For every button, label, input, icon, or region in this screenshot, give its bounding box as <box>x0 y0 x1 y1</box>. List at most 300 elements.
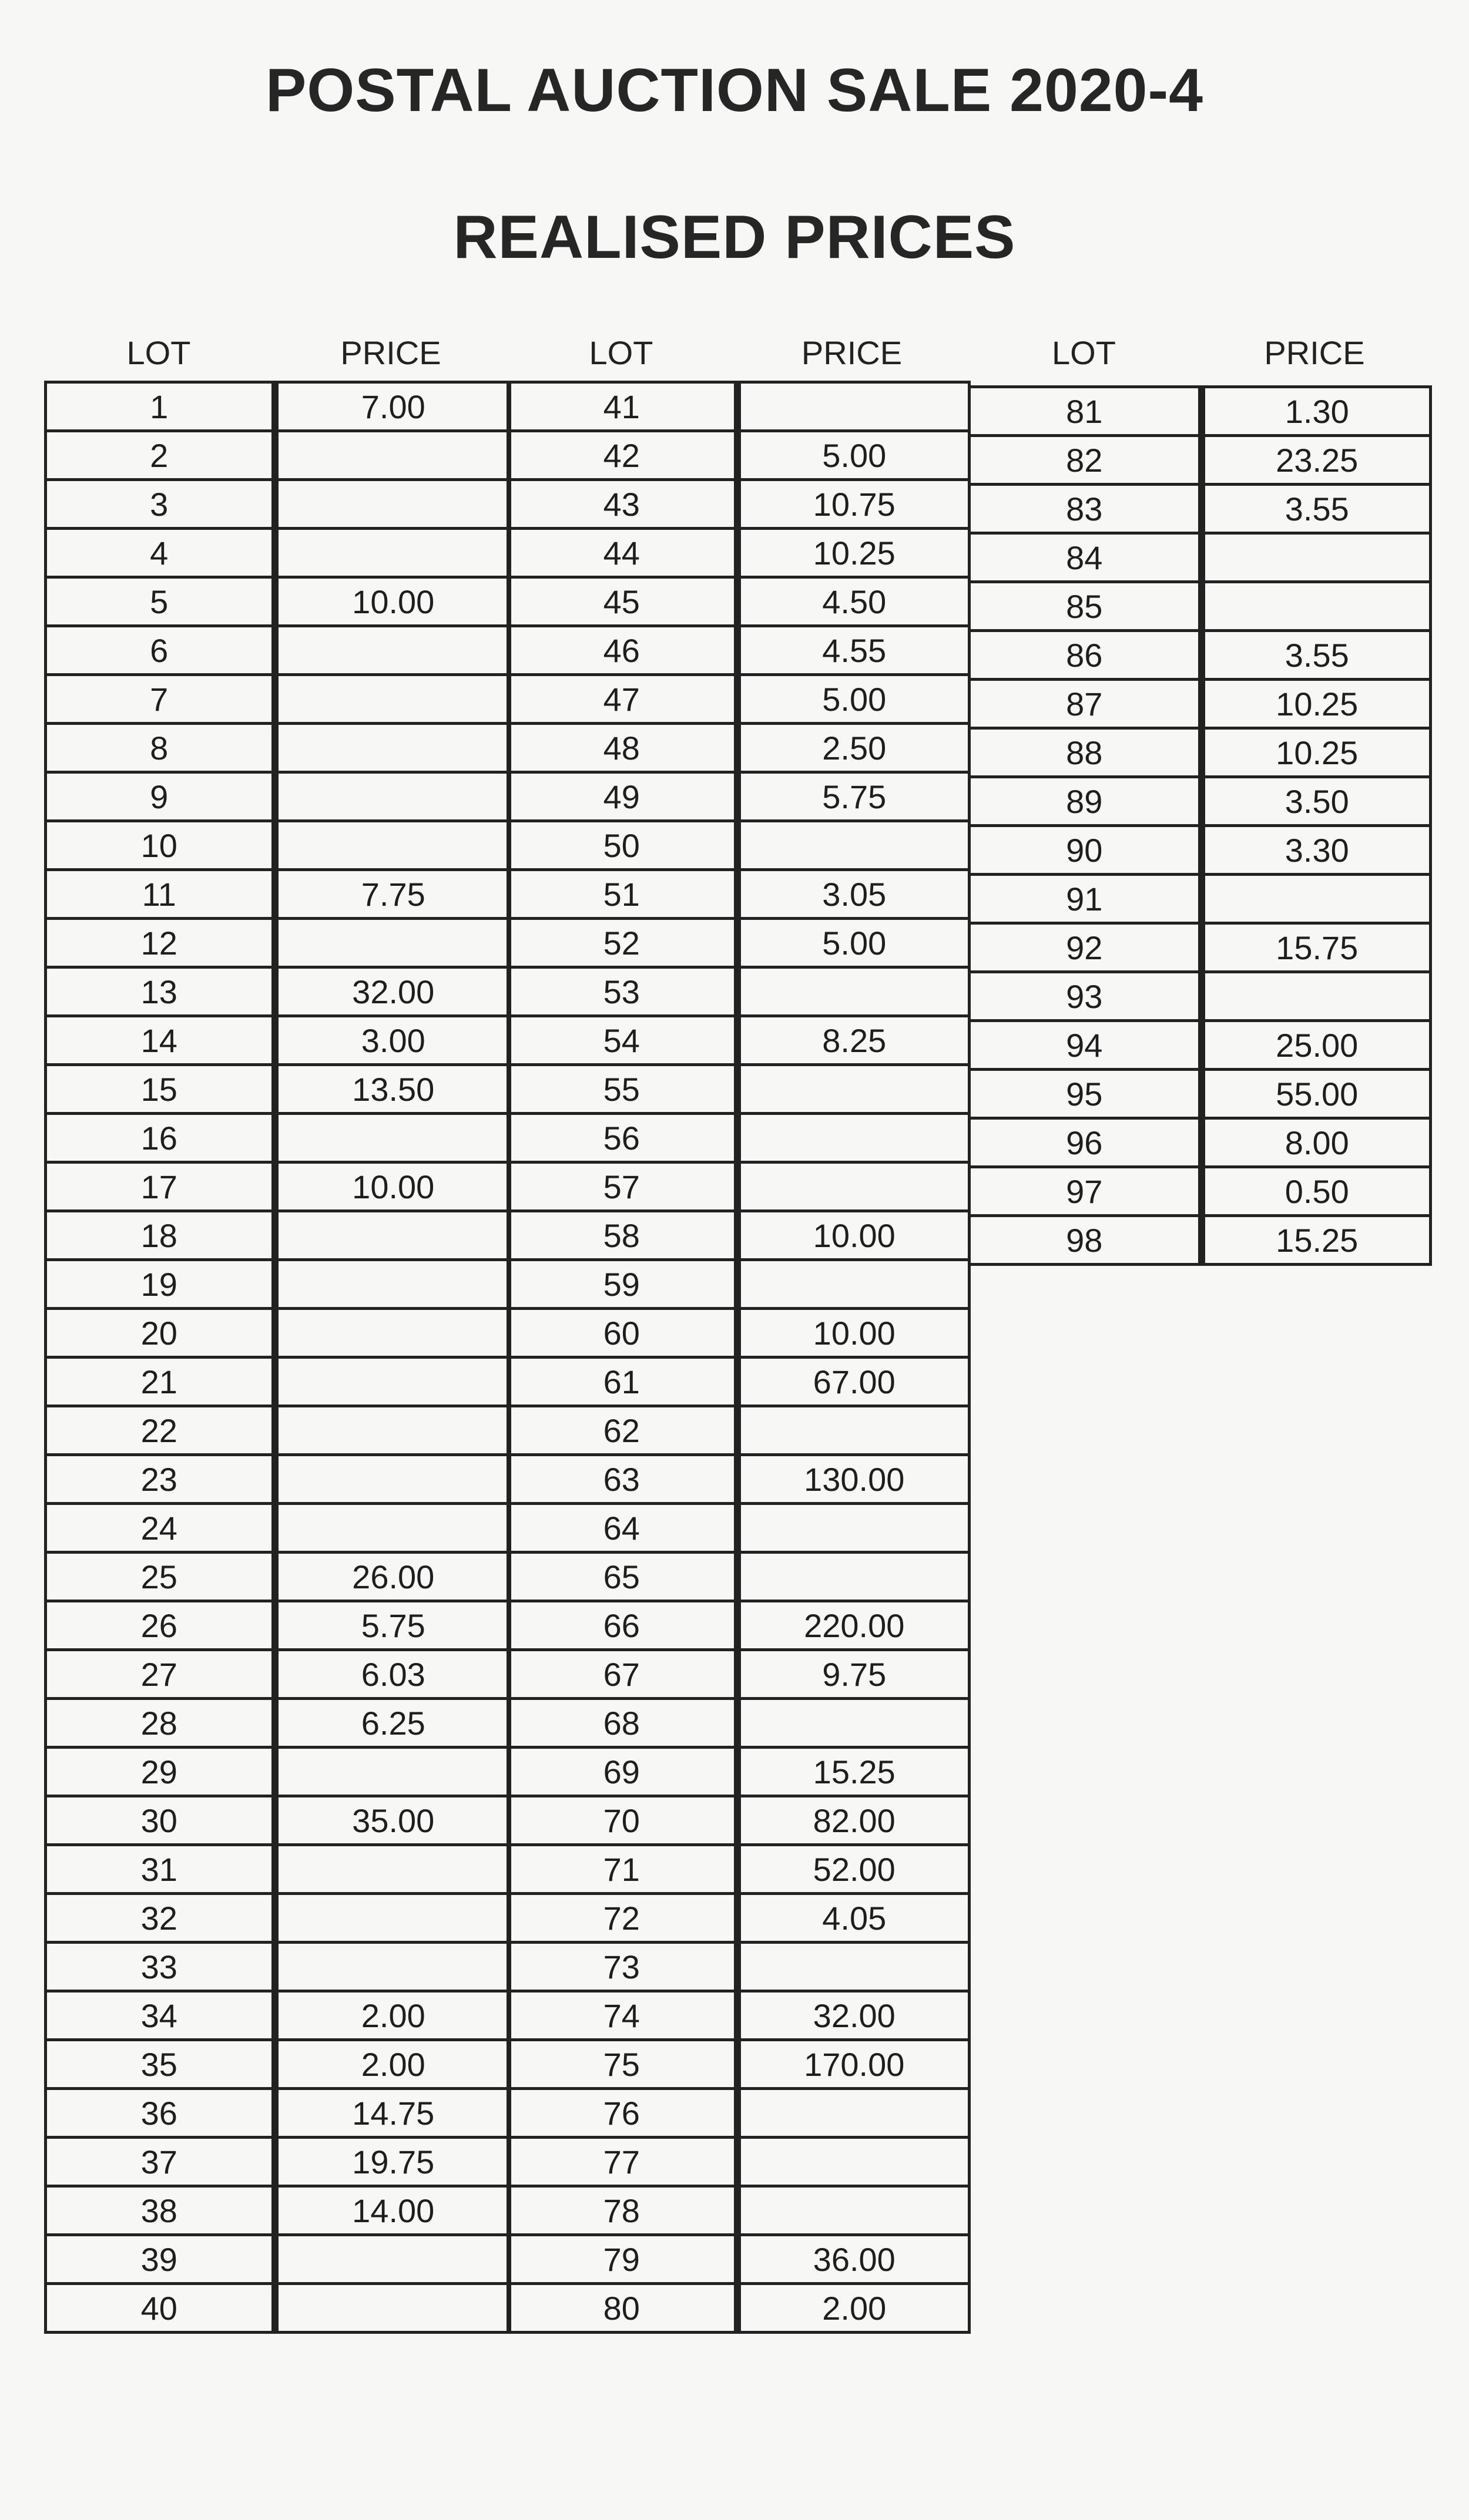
price-cell <box>737 1065 970 1114</box>
lot-number-cell: 98 <box>970 1216 1202 1265</box>
lot-number-cell: 48 <box>508 724 737 772</box>
price-cell <box>275 1309 510 1358</box>
table-row <box>46 2089 510 2138</box>
lot-number-cell: 9 <box>46 772 275 821</box>
table-row <box>46 382 510 431</box>
lot-number-cell: 18 <box>46 1211 275 1260</box>
price-cell <box>275 724 510 772</box>
price-cell: 3.30 <box>1202 826 1431 875</box>
lot-number-cell: 42 <box>508 431 737 480</box>
table-row <box>970 582 1431 631</box>
price-cell: 3.05 <box>737 870 970 919</box>
lot-number-cell: 33 <box>46 1943 275 1991</box>
table-row <box>508 1358 970 1406</box>
table-row <box>46 1162 510 1211</box>
price-cell: 10.25 <box>737 529 970 577</box>
price-cell: 3.00 <box>275 1016 510 1065</box>
table-row <box>508 1553 970 1601</box>
table-row <box>46 1358 510 1406</box>
lot-number-cell: 82 <box>970 436 1202 485</box>
table-row <box>508 529 970 577</box>
lot-number-cell: 50 <box>508 821 737 870</box>
table-row <box>508 1309 970 1358</box>
table-row <box>46 821 510 870</box>
results-table-lots-1-40 <box>44 381 511 2334</box>
lot-number-cell: 65 <box>508 1553 737 1601</box>
table-row <box>508 1114 970 1162</box>
lot-number-cell: 76 <box>508 2089 737 2138</box>
table-row <box>46 1943 510 1991</box>
table-row <box>508 724 970 772</box>
lot-number-cell: 52 <box>508 919 737 967</box>
table-row <box>508 919 970 967</box>
results-table-lots-41-80 <box>507 381 971 2334</box>
table-row <box>508 1991 970 2040</box>
price-cell <box>737 821 970 870</box>
table-row <box>46 1211 510 1260</box>
table-row <box>970 728 1431 777</box>
price-cell: 55.00 <box>1202 1070 1431 1118</box>
lot-number-cell: 31 <box>46 1845 275 1894</box>
lot-number-cell: 70 <box>508 1796 737 1845</box>
price-cell <box>275 1406 510 1455</box>
table-row <box>46 1699 510 1748</box>
lot-number-cell: 38 <box>46 2186 275 2235</box>
table-row <box>46 675 510 724</box>
price-cell: 5.75 <box>275 1601 510 1650</box>
price-cell: 2.00 <box>737 2284 970 2333</box>
lot-number-cell: 68 <box>508 1699 737 1748</box>
table-row <box>508 577 970 626</box>
price-cell <box>275 1358 510 1406</box>
price-cell: 3.50 <box>1202 777 1431 826</box>
lot-number-cell: 69 <box>508 1748 737 1796</box>
table-row <box>46 1114 510 1162</box>
table-row <box>508 1845 970 1894</box>
price-cell: 6.25 <box>275 1699 510 1748</box>
lot-number-cell: 74 <box>508 1991 737 2040</box>
table-row <box>46 2284 510 2333</box>
table-row <box>970 1021 1431 1070</box>
lot-number-cell: 67 <box>508 1650 737 1699</box>
table-row <box>46 1406 510 1455</box>
table-row <box>508 675 970 724</box>
lot-number-cell: 6 <box>46 626 275 675</box>
header-price-3: PRICE <box>1264 334 1365 371</box>
price-cell <box>737 1162 970 1211</box>
lot-number-cell: 87 <box>970 680 1202 728</box>
lot-number-cell: 58 <box>508 1211 737 1260</box>
price-cell <box>737 2138 970 2186</box>
price-cell <box>275 1504 510 1553</box>
lot-number-cell: 27 <box>46 1650 275 1699</box>
price-cell <box>275 431 510 480</box>
table-row <box>508 1748 970 1796</box>
price-cell: 15.75 <box>1202 923 1431 972</box>
lot-number-cell: 13 <box>46 967 275 1016</box>
price-cell <box>275 2235 510 2284</box>
table-row <box>970 777 1431 826</box>
header-price-1: PRICE <box>340 334 441 371</box>
price-cell: 10.00 <box>737 1309 970 1358</box>
lot-number-cell: 37 <box>46 2138 275 2186</box>
lot-number-cell: 8 <box>46 724 275 772</box>
table-row <box>508 480 970 529</box>
lot-number-cell: 72 <box>508 1894 737 1943</box>
price-cell: 2.50 <box>737 724 970 772</box>
lot-number-cell: 26 <box>46 1601 275 1650</box>
lot-number-cell: 15 <box>46 1065 275 1114</box>
price-cell: 8.00 <box>1202 1118 1431 1167</box>
lot-number-cell: 30 <box>46 1796 275 1845</box>
table-row <box>46 1845 510 1894</box>
price-cell <box>1202 972 1431 1021</box>
price-cell <box>737 2186 970 2235</box>
price-cell <box>275 1211 510 1260</box>
table-row <box>46 772 510 821</box>
lot-number-cell: 53 <box>508 967 737 1016</box>
table-row <box>46 967 510 1016</box>
price-cell <box>737 1260 970 1309</box>
lot-number-cell: 24 <box>46 1504 275 1553</box>
lot-number-cell: 4 <box>46 529 275 577</box>
table-row <box>46 724 510 772</box>
price-cell <box>737 2089 970 2138</box>
table-row <box>508 1650 970 1699</box>
lot-number-cell: 86 <box>970 631 1202 680</box>
price-cell: 5.00 <box>737 675 970 724</box>
price-cell: 4.05 <box>737 1894 970 1943</box>
price-cell: 35.00 <box>275 1796 510 1845</box>
price-cell: 9.75 <box>737 1650 970 1699</box>
lot-number-cell: 16 <box>46 1114 275 1162</box>
price-cell: 7.75 <box>275 870 510 919</box>
lot-number-cell: 3 <box>46 480 275 529</box>
price-cell: 13.50 <box>275 1065 510 1114</box>
table-row <box>508 1943 970 1991</box>
document-title: POSTAL AUCTION SALE 2020-4 <box>266 56 1203 125</box>
price-cell: 14.75 <box>275 2089 510 2138</box>
lot-number-cell: 88 <box>970 728 1202 777</box>
price-cell <box>737 1553 970 1601</box>
table-row <box>508 1796 970 1845</box>
lot-number-cell: 1 <box>46 382 275 431</box>
price-cell <box>275 480 510 529</box>
lot-number-cell: 35 <box>46 2040 275 2089</box>
lot-number-cell: 73 <box>508 1943 737 1991</box>
lot-number-cell: 20 <box>46 1309 275 1358</box>
table-row <box>46 480 510 529</box>
table-row <box>508 431 970 480</box>
price-cell: 7.00 <box>275 382 510 431</box>
price-cell: 67.00 <box>737 1358 970 1406</box>
price-cell <box>275 919 510 967</box>
table-row <box>46 2235 510 2284</box>
lot-number-cell: 28 <box>46 1699 275 1748</box>
lot-number-cell: 55 <box>508 1065 737 1114</box>
table-row <box>508 1455 970 1504</box>
table-row <box>46 919 510 967</box>
price-cell: 4.50 <box>737 577 970 626</box>
lot-number-cell: 17 <box>46 1162 275 1211</box>
lot-number-cell: 79 <box>508 2235 737 2284</box>
lot-number-cell: 56 <box>508 1114 737 1162</box>
price-cell <box>275 1114 510 1162</box>
price-cell <box>1202 533 1431 582</box>
price-cell <box>275 626 510 675</box>
header-lot-3: LOT <box>1052 334 1116 371</box>
table-row <box>508 967 970 1016</box>
table-row <box>970 436 1431 485</box>
price-cell: 8.25 <box>737 1016 970 1065</box>
table-row <box>508 1162 970 1211</box>
lot-number-cell: 21 <box>46 1358 275 1406</box>
table-row <box>46 1504 510 1553</box>
lot-number-cell: 32 <box>46 1894 275 1943</box>
price-cell: 25.00 <box>1202 1021 1431 1070</box>
price-cell: 5.00 <box>737 431 970 480</box>
lot-number-cell: 64 <box>508 1504 737 1553</box>
price-cell <box>275 675 510 724</box>
lot-number-cell: 85 <box>970 582 1202 631</box>
price-cell <box>737 382 970 431</box>
table-row <box>970 1167 1431 1216</box>
price-cell: 2.00 <box>275 2040 510 2089</box>
lot-number-cell: 44 <box>508 529 737 577</box>
price-cell: 10.00 <box>737 1211 970 1260</box>
price-cell <box>275 1748 510 1796</box>
price-cell <box>737 1504 970 1553</box>
table-row <box>46 2138 510 2186</box>
price-cell: 10.25 <box>1202 680 1431 728</box>
table-row <box>46 870 510 919</box>
lot-number-cell: 7 <box>46 675 275 724</box>
lot-number-cell: 94 <box>970 1021 1202 1070</box>
table-row <box>46 1260 510 1309</box>
table-row <box>970 631 1431 680</box>
lot-number-cell: 5 <box>46 577 275 626</box>
table-row <box>508 1065 970 1114</box>
table-row <box>970 533 1431 582</box>
lot-number-cell: 60 <box>508 1309 737 1358</box>
price-cell: 10.75 <box>737 480 970 529</box>
table-row <box>970 972 1431 1021</box>
price-cell: 6.03 <box>275 1650 510 1699</box>
price-cell <box>737 1114 970 1162</box>
price-cell <box>275 821 510 870</box>
header-price-2: PRICE <box>801 334 903 371</box>
table-row <box>970 1118 1431 1167</box>
lot-number-cell: 78 <box>508 2186 737 2235</box>
price-cell: 5.75 <box>737 772 970 821</box>
price-cell: 52.00 <box>737 1845 970 1894</box>
lot-number-cell: 34 <box>46 1991 275 2040</box>
lot-number-cell: 83 <box>970 485 1202 533</box>
table-row <box>46 1309 510 1358</box>
table-row <box>46 1601 510 1650</box>
table-row <box>970 485 1431 533</box>
table-row <box>970 1070 1431 1118</box>
price-cell: 15.25 <box>737 1748 970 1796</box>
lot-number-cell: 57 <box>508 1162 737 1211</box>
lot-number-cell: 91 <box>970 875 1202 923</box>
lot-number-cell: 45 <box>508 577 737 626</box>
table-row <box>46 1748 510 1796</box>
lot-number-cell: 11 <box>46 870 275 919</box>
lot-number-cell: 23 <box>46 1455 275 1504</box>
price-cell: 0.50 <box>1202 1167 1431 1216</box>
lot-number-cell: 54 <box>508 1016 737 1065</box>
price-cell <box>275 1845 510 1894</box>
table-row <box>508 1016 970 1065</box>
table-row <box>970 680 1431 728</box>
lot-number-cell: 41 <box>508 382 737 431</box>
table-row <box>508 870 970 919</box>
price-cell <box>1202 582 1431 631</box>
table-row <box>508 2235 970 2284</box>
table-row <box>46 1553 510 1601</box>
price-cell <box>737 1406 970 1455</box>
price-cell <box>275 1943 510 1991</box>
price-cell: 10.00 <box>275 577 510 626</box>
lot-number-cell: 92 <box>970 923 1202 972</box>
price-cell <box>737 967 970 1016</box>
table-row <box>508 1699 970 1748</box>
table-row <box>46 1016 510 1065</box>
lot-number-cell: 49 <box>508 772 737 821</box>
table-row <box>508 821 970 870</box>
lot-number-cell: 61 <box>508 1358 737 1406</box>
lot-number-cell: 51 <box>508 870 737 919</box>
lot-number-cell: 14 <box>46 1016 275 1065</box>
price-cell <box>275 1455 510 1504</box>
price-cell: 15.25 <box>1202 1216 1431 1265</box>
price-cell <box>1202 875 1431 923</box>
price-cell: 130.00 <box>737 1455 970 1504</box>
lot-number-cell: 47 <box>508 675 737 724</box>
price-cell: 4.55 <box>737 626 970 675</box>
lot-number-cell: 84 <box>970 533 1202 582</box>
table-row <box>508 1406 970 1455</box>
lot-number-cell: 71 <box>508 1845 737 1894</box>
table-row <box>508 2089 970 2138</box>
price-cell <box>275 1260 510 1309</box>
lot-number-cell: 12 <box>46 919 275 967</box>
price-cell: 26.00 <box>275 1553 510 1601</box>
lot-number-cell: 95 <box>970 1070 1202 1118</box>
price-cell <box>275 529 510 577</box>
table-row <box>508 2138 970 2186</box>
price-cell: 5.00 <box>737 919 970 967</box>
table-row <box>46 1650 510 1699</box>
table-row <box>970 875 1431 923</box>
table-row <box>970 1216 1431 1265</box>
lot-number-cell: 89 <box>970 777 1202 826</box>
price-cell: 10.25 <box>1202 728 1431 777</box>
price-cell: 10.00 <box>275 1162 510 1211</box>
lot-number-cell: 90 <box>970 826 1202 875</box>
table-row <box>508 1211 970 1260</box>
price-cell: 170.00 <box>737 2040 970 2089</box>
lot-number-cell: 97 <box>970 1167 1202 1216</box>
table-row <box>46 2186 510 2235</box>
table-row <box>508 382 970 431</box>
lot-number-cell: 80 <box>508 2284 737 2333</box>
lot-number-cell: 10 <box>46 821 275 870</box>
price-cell: 220.00 <box>737 1601 970 1650</box>
price-cell <box>275 1894 510 1943</box>
lot-number-cell: 93 <box>970 972 1202 1021</box>
lot-number-cell: 77 <box>508 2138 737 2186</box>
lot-number-cell: 29 <box>46 1748 275 1796</box>
lot-number-cell: 40 <box>46 2284 275 2333</box>
header-lot-1: LOT <box>126 334 191 371</box>
table-row <box>46 1991 510 2040</box>
lot-number-cell: 46 <box>508 626 737 675</box>
table-row <box>508 2284 970 2333</box>
table-row <box>508 2040 970 2089</box>
price-cell: 32.00 <box>737 1991 970 2040</box>
table-row <box>46 626 510 675</box>
lot-number-cell: 22 <box>46 1406 275 1455</box>
price-cell: 36.00 <box>737 2235 970 2284</box>
lot-number-cell: 25 <box>46 1553 275 1601</box>
table-row <box>508 1601 970 1650</box>
table-row <box>46 529 510 577</box>
lot-number-cell: 2 <box>46 431 275 480</box>
price-cell: 23.25 <box>1202 436 1431 485</box>
price-cell: 3.55 <box>1202 485 1431 533</box>
lot-number-cell: 39 <box>46 2235 275 2284</box>
lot-number-cell: 66 <box>508 1601 737 1650</box>
table-row <box>46 1796 510 1845</box>
table-row <box>508 772 970 821</box>
price-cell: 14.00 <box>275 2186 510 2235</box>
table-row <box>46 1455 510 1504</box>
table-row <box>46 431 510 480</box>
price-cell: 82.00 <box>737 1796 970 1845</box>
table-row <box>970 826 1431 875</box>
price-cell <box>275 772 510 821</box>
table-row <box>46 2040 510 2089</box>
lot-number-cell: 96 <box>970 1118 1202 1167</box>
table-row <box>970 387 1431 436</box>
lot-number-cell: 75 <box>508 2040 737 2089</box>
lot-number-cell: 59 <box>508 1260 737 1309</box>
price-cell: 2.00 <box>275 1991 510 2040</box>
table-row <box>46 1065 510 1114</box>
table-row <box>508 1894 970 1943</box>
header-lot-2: LOT <box>589 334 653 371</box>
price-cell <box>737 1699 970 1748</box>
lot-number-cell: 19 <box>46 1260 275 1309</box>
price-cell: 19.75 <box>275 2138 510 2186</box>
table-row <box>508 626 970 675</box>
price-cell <box>737 1943 970 1991</box>
document-subtitle: REALISED PRICES <box>453 203 1016 271</box>
lot-number-cell: 36 <box>46 2089 275 2138</box>
table-row <box>46 1894 510 1943</box>
price-cell: 32.00 <box>275 967 510 1016</box>
price-cell: 1.30 <box>1202 387 1431 436</box>
lot-number-cell: 63 <box>508 1455 737 1504</box>
lot-number-cell: 62 <box>508 1406 737 1455</box>
results-table-lots-81-98 <box>968 385 1432 1266</box>
table-row <box>508 2186 970 2235</box>
table-row <box>970 923 1431 972</box>
table-row <box>46 577 510 626</box>
table-row <box>508 1260 970 1309</box>
